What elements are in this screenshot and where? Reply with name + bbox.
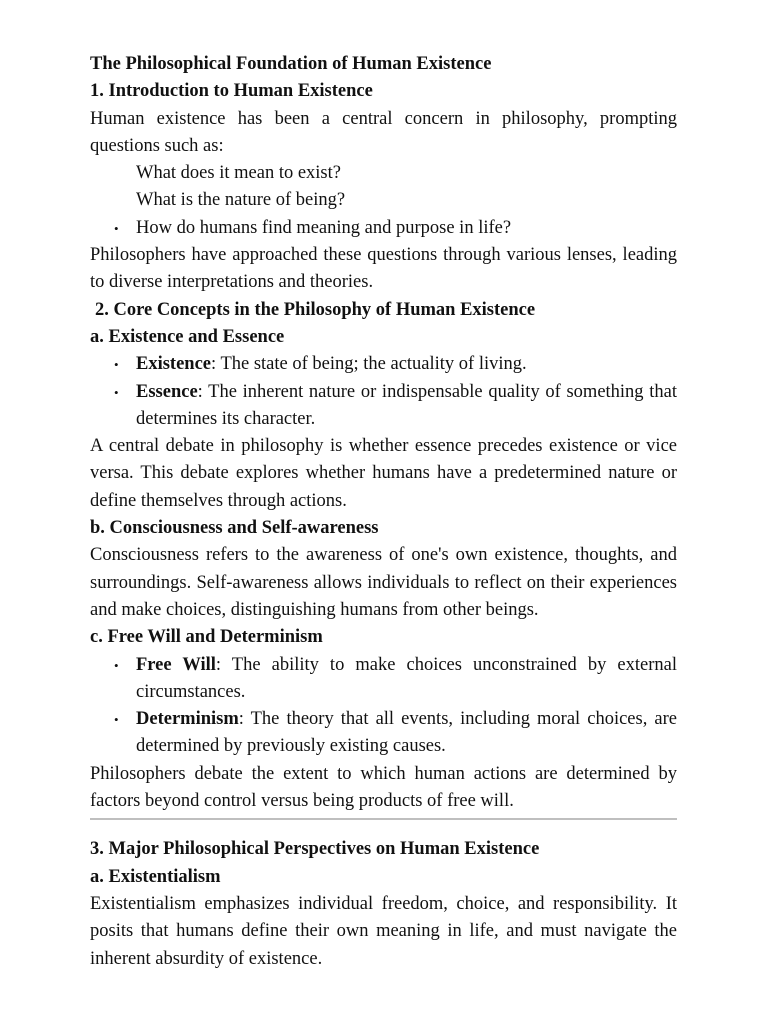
bullet-icon: • (114, 712, 119, 728)
definition-text: : The ability to make choices unconstrained by external circumstances. (136, 654, 677, 702)
document-page (90, 51, 677, 973)
section-2b-paragraph: Consciousness refers to the awareness of one's own existence, thoughts, and surroundings. Self-awareness allows individuals to reflect on their experiences and make choices, distinguishing humans from other beings. (90, 545, 677, 620)
question-item: What does it mean to exist? (136, 163, 341, 184)
section-2c-heading: c. Free Will and Determinism (90, 627, 323, 648)
question-list (90, 215, 677, 242)
question-text: How do humans find meaning and purpose in life? (136, 217, 512, 238)
definition-term: Free Will (136, 654, 216, 675)
definition-term: Essence (136, 381, 198, 402)
existence-essence-list (90, 351, 677, 433)
section-2b-heading: b. Consciousness and Self-awareness (90, 518, 379, 539)
bullet-icon: • (114, 220, 119, 236)
definition-text: : The inherent nature or indispensable quality of something that determines its character. (136, 381, 677, 429)
bullet-icon: • (114, 384, 119, 400)
section-2a-heading: a. Existence and Essence (90, 326, 285, 347)
section-2-heading: 2. Core Concepts in the Philosophy of Human Existence (95, 299, 536, 320)
document-title: The Philosophical Foundation of Human Existence (90, 54, 492, 74)
section-1-heading: 1. Introduction to Human Existence (90, 81, 373, 102)
section-1-closing: Philosophers have approached these questions through various lenses, leading to diverse interpretations and theories. (90, 245, 677, 293)
section-2c-paragraph: Philosophers debate the extent to which human actions are determined by factors beyond control versus being products of free will. (90, 763, 677, 812)
bullet-icon: • (114, 357, 119, 373)
definition-text: : The state of being; the actuality of living. (211, 354, 527, 375)
free-will-list (90, 652, 677, 761)
definition-term: Existence (136, 354, 212, 375)
definition-item (90, 351, 677, 378)
definition-item (90, 652, 677, 707)
question-item: What is the nature of being? (136, 190, 346, 211)
definition-term: Determinism (136, 709, 239, 730)
horizontal-divider (90, 818, 677, 820)
section-2a-paragraph: A central debate in philosophy is whether essence precedes existence or vice versa. This debate explores whether humans have a predetermined nature or define themselves through actions. (90, 436, 677, 511)
question-item (90, 215, 677, 242)
bullet-icon: • (114, 657, 119, 673)
definition-item (90, 379, 677, 434)
definition-text: : The theory that all events, including moral choices, are determined by previously existing causes. (136, 709, 677, 757)
section-3a-paragraph: Existentialism emphasizes individual freedom, choice, and responsibility. It posits that humans define their own meaning in life, and must navigate the inherent absurdity of existence. (90, 893, 677, 969)
definition-item (90, 706, 677, 761)
section-3-heading: 3. Major Philosophical Perspectives on Human Existence (90, 839, 540, 860)
section-1-intro: Human existence has been a central concern in philosophy, prompting questions such as: (90, 108, 677, 156)
section-3a-heading: a. Existentialism (90, 866, 221, 887)
